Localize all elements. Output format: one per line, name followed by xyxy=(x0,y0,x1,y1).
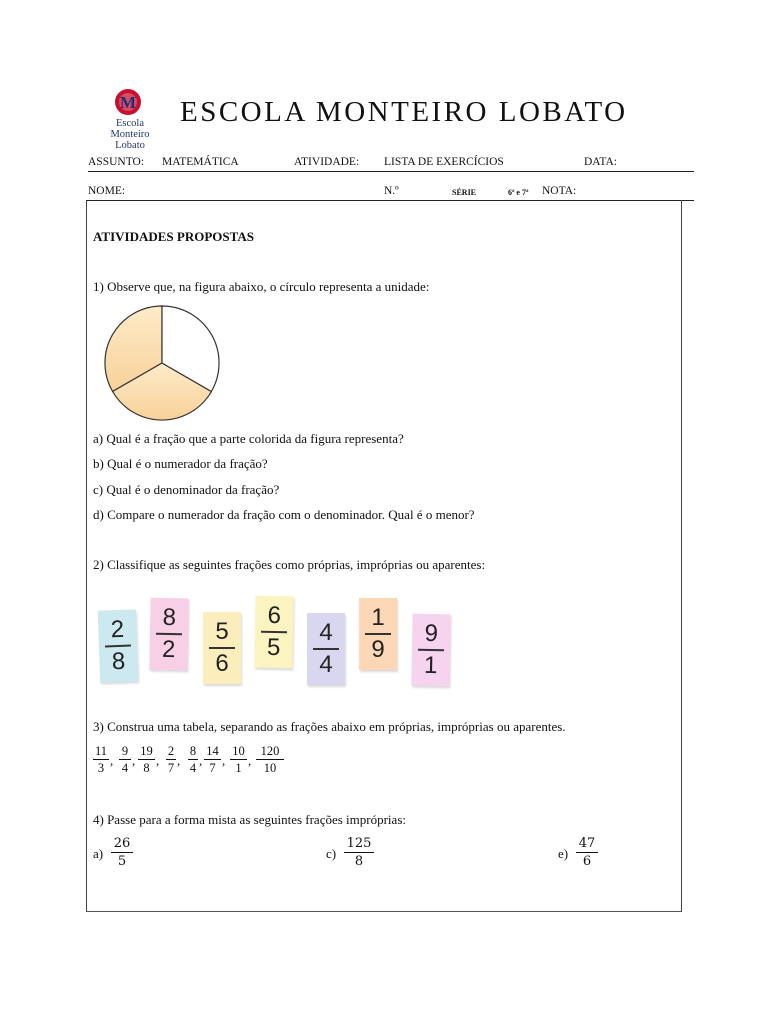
fraction-denominator: 4 xyxy=(121,761,129,775)
fraction-separator: , xyxy=(132,753,136,768)
fraction-bar xyxy=(230,759,247,760)
fraction-separator: , xyxy=(177,753,181,768)
fraction-denominator: 8 xyxy=(143,761,150,775)
q4-fraction xyxy=(111,836,133,869)
fraction-card xyxy=(98,609,138,682)
nome-label: NOME: xyxy=(88,185,126,197)
q4-item-label: e) xyxy=(558,846,569,861)
content-bottom-border xyxy=(86,911,682,912)
fraction-separator: , xyxy=(248,753,252,768)
content-left-border xyxy=(86,200,87,912)
content-right-border xyxy=(681,200,682,912)
card-numerator: 5 xyxy=(215,618,229,645)
fraction-denominator: 10 xyxy=(263,761,277,775)
fraction-bar xyxy=(576,852,598,853)
fraction-separator: , xyxy=(156,753,160,768)
logo-emblem-icon xyxy=(96,88,164,116)
fraction-bar xyxy=(204,759,221,760)
unit-circle-figure xyxy=(100,305,226,421)
q1-prompt: 1) Observe que, na figura abaixo, o círculo representa a unidade: xyxy=(93,279,430,294)
q3-fraction xyxy=(256,744,284,775)
fraction-numerator: 9 xyxy=(121,744,129,758)
q3-fraction xyxy=(166,744,176,775)
assunto-label: ASSUNTO: xyxy=(88,156,145,168)
card-denominator: 4 xyxy=(319,651,333,678)
fraction-numerator: 26 xyxy=(113,836,131,851)
card-denominator: 1 xyxy=(423,651,438,680)
header-rule-1 xyxy=(88,171,694,172)
q3-fraction xyxy=(204,744,221,775)
card-fraction-bar xyxy=(365,633,391,635)
fraction-numerator: 10 xyxy=(232,744,245,758)
atividade-label: ATIVIDADE: xyxy=(294,156,360,168)
card-fraction-bar xyxy=(418,649,444,651)
school-logo xyxy=(96,88,164,152)
header-rule-2 xyxy=(86,200,694,201)
fraction-numerator: 47 xyxy=(578,836,596,851)
fraction-card xyxy=(411,614,450,687)
card-denominator: 6 xyxy=(215,650,229,677)
q3-fraction xyxy=(119,744,131,775)
fraction-bar xyxy=(138,759,155,760)
fraction-denominator: 5 xyxy=(117,854,127,869)
fraction-denominator: 7 xyxy=(167,761,175,775)
assunto-value: MATEMÁTICA xyxy=(162,156,239,168)
q3-fraction xyxy=(93,744,109,775)
fraction-bar xyxy=(119,759,131,760)
fraction-denominator: 1 xyxy=(235,761,242,775)
q3-fraction xyxy=(188,744,198,775)
q1-item-b: b) Qual é o numerador da fração? xyxy=(93,456,268,471)
card-fraction-bar xyxy=(156,633,182,635)
fraction-bar xyxy=(344,852,374,853)
logo-mark: M xyxy=(119,93,137,112)
card-fraction-bar xyxy=(261,631,287,633)
fraction-denominator: 6 xyxy=(582,854,592,869)
fraction-separator: , xyxy=(199,753,203,768)
data-label: DATA: xyxy=(584,156,617,168)
card-numerator: 1 xyxy=(371,604,385,631)
fraction-bar xyxy=(111,852,133,853)
fraction-card xyxy=(203,612,241,684)
fraction-card xyxy=(149,598,188,671)
fraction-numerator: 19 xyxy=(140,744,153,758)
fraction-bar xyxy=(93,759,109,760)
card-numerator: 2 xyxy=(110,615,125,644)
logo-line-3: Lobato xyxy=(115,140,145,151)
fraction-numerator: 125 xyxy=(346,836,372,851)
q1-item-c: c) Qual é o denominador da fração? xyxy=(93,482,280,497)
q1-item-a: a) Qual é a fração que a parte colorida da figura representa? xyxy=(93,431,404,446)
logo-line-1: Escola xyxy=(116,118,144,129)
fraction-denominator: 3 xyxy=(97,761,105,775)
fraction-card xyxy=(254,596,293,669)
logo-line-2: Monteiro xyxy=(110,129,150,140)
q3-fraction xyxy=(230,744,247,775)
card-denominator: 9 xyxy=(371,636,385,663)
school-title: ESCOLA MONTEIRO LOBATO xyxy=(180,96,628,128)
q3-prompt: 3) Construa uma tabela, separando as frações abaixo em próprias, impróprias ou aparentes. xyxy=(93,719,566,734)
q4-item-label: c) xyxy=(326,846,337,861)
nota-label: NOTA: xyxy=(542,185,577,197)
fraction-numerator: 11 xyxy=(94,744,108,758)
card-denominator: 8 xyxy=(111,647,126,676)
q2-prompt: 2) Classifique as seguintes frações como próprias, impróprias ou aparentes: xyxy=(93,557,486,572)
fraction-denominator: 4 xyxy=(189,761,197,775)
fraction-card xyxy=(359,598,397,670)
fraction-separator: , xyxy=(110,753,114,768)
q4-item-label: a) xyxy=(93,846,104,861)
fraction-bar xyxy=(188,759,198,760)
section-title: ATIVIDADES PROPOSTAS xyxy=(93,229,254,244)
q3-fraction xyxy=(138,744,155,775)
fraction-numerator: 120 xyxy=(260,744,280,758)
atividade-value: LISTA DE EXERCÍCIOS xyxy=(384,156,504,168)
card-numerator: 6 xyxy=(267,601,282,630)
card-denominator: 2 xyxy=(161,635,176,664)
fraction-bar xyxy=(166,759,176,760)
serie-label: SÉRIE xyxy=(452,188,477,197)
q4-fraction xyxy=(576,836,598,869)
fraction-card xyxy=(307,613,345,685)
fraction-denominator: 8 xyxy=(354,854,364,869)
q4-prompt: 4) Passe para a forma mista as seguintes frações impróprias: xyxy=(93,812,406,827)
serie-value: 6ª e 7ª xyxy=(508,188,529,197)
q1-item-d: d) Compare o numerador da fração com o denominador. Qual é o menor? xyxy=(93,507,475,522)
fraction-denominator: 7 xyxy=(209,761,216,775)
card-numerator: 8 xyxy=(162,603,177,632)
card-numerator: 9 xyxy=(424,619,439,648)
card-numerator: 4 xyxy=(319,619,333,646)
fraction-numerator: 14 xyxy=(206,744,219,758)
card-fraction-bar xyxy=(209,647,235,649)
fraction-separator: , xyxy=(222,753,226,768)
card-fraction-bar xyxy=(313,648,339,650)
fraction-bar xyxy=(256,759,284,760)
card-denominator: 5 xyxy=(266,633,281,662)
numero-label: N.º xyxy=(384,185,399,197)
fraction-numerator: 2 xyxy=(167,744,175,758)
q4-fraction xyxy=(344,836,374,869)
fraction-numerator: 8 xyxy=(189,744,197,758)
